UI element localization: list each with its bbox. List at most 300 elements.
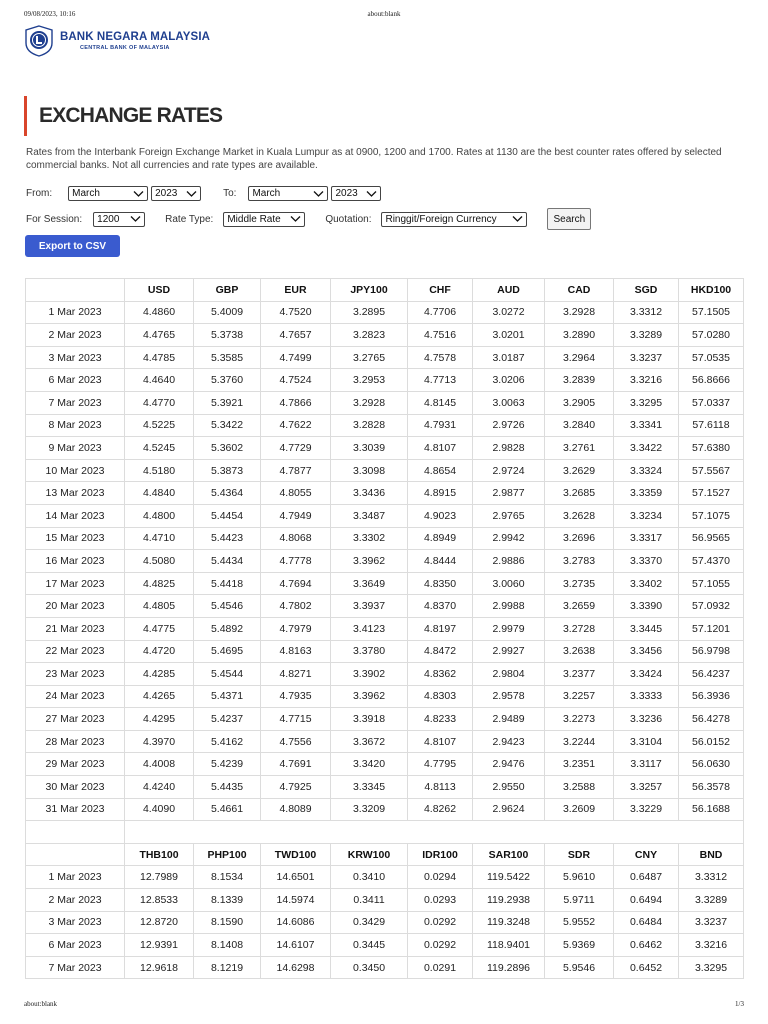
rate-cell: 5.4695: [194, 640, 261, 663]
date-cell: 2 Mar 2023: [26, 889, 125, 912]
print-datetime: 09/08/2023, 10:16: [24, 10, 76, 18]
rate-cell: 3.0063: [473, 391, 545, 414]
to-month-select[interactable]: [248, 186, 328, 201]
table-row: [26, 437, 744, 460]
rate-cell: 5.4454: [194, 504, 261, 527]
rate-cell: 4.8303: [408, 685, 473, 708]
table-spacer-row: [26, 821, 744, 844]
rate-cell: 3.3302: [331, 527, 408, 550]
export-csv-button[interactable]: Export to CSV: [25, 235, 120, 257]
session-value: 1200: [97, 213, 120, 225]
rate-cell: 3.3312: [679, 866, 744, 889]
rate-cell: 4.7802: [261, 595, 331, 618]
column-header: AUD: [473, 279, 545, 302]
rate-cell: 3.3487: [331, 504, 408, 527]
rate-cell: 2.9927: [473, 640, 545, 663]
rate-cell: 4.8107: [408, 437, 473, 460]
column-header: CAD: [545, 279, 614, 302]
rate-cell: 4.7713: [408, 369, 473, 392]
rate-cell: 5.9552: [545, 911, 614, 934]
footer-url: about:blank: [24, 1000, 58, 1008]
rate-cell: 3.0187: [473, 346, 545, 369]
rate-cell: 3.2964: [545, 346, 614, 369]
rate-cell: 14.6107: [261, 934, 331, 957]
rate-cell: 3.2257: [545, 685, 614, 708]
chevron-down-icon: [130, 215, 141, 223]
rate-cell: 5.4892: [194, 617, 261, 640]
table-row: [26, 889, 744, 912]
rate-cell: 3.3295: [679, 956, 744, 979]
rate-cell: 4.8350: [408, 572, 473, 595]
rate-cell: 3.3436: [331, 482, 408, 505]
rate-cell: 3.3039: [331, 437, 408, 460]
rate-cell: 4.4008: [125, 753, 194, 776]
date-cell: 23 Mar 2023: [26, 663, 125, 686]
rate-cell: 4.8113: [408, 776, 473, 799]
rate-cell: 3.2659: [545, 595, 614, 618]
date-range-row: [26, 186, 381, 201]
table-row: [26, 482, 744, 505]
rate-cell: 4.8233: [408, 708, 473, 731]
rate-cell: 4.8472: [408, 640, 473, 663]
chevron-down-icon: [512, 215, 523, 223]
rate-cell: 5.4162: [194, 730, 261, 753]
rate-cell: 57.0337: [679, 391, 744, 414]
rate-cell: 4.7622: [261, 414, 331, 437]
rate-cell: 3.3216: [614, 369, 679, 392]
rate-cell: 4.7979: [261, 617, 331, 640]
to-year-value: 2023: [335, 188, 358, 199]
rate-cell: 3.3937: [331, 595, 408, 618]
date-cell: 30 Mar 2023: [26, 776, 125, 799]
rate-cell: 2.9726: [473, 414, 545, 437]
rate-cell: 12.7989: [125, 866, 194, 889]
session-select[interactable]: [93, 212, 145, 227]
rate-cell: 4.4710: [125, 527, 194, 550]
session-label: For Session:: [26, 213, 83, 225]
rate-cell: 4.7778: [261, 550, 331, 573]
rate-cell: 3.2928: [545, 301, 614, 324]
date-cell: 16 Mar 2023: [26, 550, 125, 573]
rate-cell: 3.3237: [614, 346, 679, 369]
column-header: KRW100: [331, 843, 408, 866]
rate-cell: 3.3216: [679, 934, 744, 957]
rate-cell: 4.8107: [408, 730, 473, 753]
date-cell: 21 Mar 2023: [26, 617, 125, 640]
rate-cell: 8.1534: [194, 866, 261, 889]
column-header: SGD: [614, 279, 679, 302]
rate-cell: 4.5245: [125, 437, 194, 460]
date-cell: 13 Mar 2023: [26, 482, 125, 505]
quotation-value: Ringgit/Foreign Currency: [385, 213, 497, 225]
rate-cell: 3.2953: [331, 369, 408, 392]
rate-cell: 3.2638: [545, 640, 614, 663]
rate-cell: 3.0060: [473, 572, 545, 595]
rate-cell: 4.9023: [408, 504, 473, 527]
rate-cell: 2.9550: [473, 776, 545, 799]
rate-cell: 5.4364: [194, 482, 261, 505]
rate-cell: 4.8145: [408, 391, 473, 414]
rate-cell: 4.7715: [261, 708, 331, 731]
rate-cell: 5.3422: [194, 414, 261, 437]
rate-cell: 4.7935: [261, 685, 331, 708]
rate-cell: 14.6298: [261, 956, 331, 979]
date-cell: 7 Mar 2023: [26, 956, 125, 979]
rate-cell: 3.3237: [679, 911, 744, 934]
column-header: THB100: [125, 843, 194, 866]
rate-cell: 3.2839: [545, 369, 614, 392]
chevron-down-icon: [186, 190, 197, 198]
rate-cell: 5.9369: [545, 934, 614, 957]
rate-cell: 4.4090: [125, 798, 194, 821]
to-month-value: March: [252, 188, 281, 199]
table-header-row: [26, 279, 744, 302]
rate-cell: 3.3424: [614, 663, 679, 686]
rate-cell: 57.1201: [679, 617, 744, 640]
column-header: IDR100: [408, 843, 473, 866]
table-row: [26, 414, 744, 437]
page-title: EXCHANGE RATES: [39, 104, 223, 127]
column-header: CHF: [408, 279, 473, 302]
rate-cell: 12.9391: [125, 934, 194, 957]
rate-cell: 3.2629: [545, 459, 614, 482]
rate-cell: 3.3402: [614, 572, 679, 595]
rate-cell: 4.7657: [261, 324, 331, 347]
rate-cell: 3.2905: [545, 391, 614, 414]
rate-cell: 4.4265: [125, 685, 194, 708]
rate-cell: 12.8720: [125, 911, 194, 934]
rate-cell: 4.8362: [408, 663, 473, 686]
rate-cell: 3.3324: [614, 459, 679, 482]
logo-subtitle: CENTRAL BANK OF MALAYSIA: [80, 44, 170, 51]
table-row: [26, 572, 744, 595]
rate-cell: 3.3370: [614, 550, 679, 573]
rate-cell: 3.3289: [679, 889, 744, 912]
date-cell: 24 Mar 2023: [26, 685, 125, 708]
rate-cell: 3.3117: [614, 753, 679, 776]
column-header: CNY: [614, 843, 679, 866]
rate-cell: 4.7691: [261, 753, 331, 776]
rate-cell: 3.2244: [545, 730, 614, 753]
rate-cell: 4.4640: [125, 369, 194, 392]
rate-cell: 3.2828: [331, 414, 408, 437]
title-block: [24, 96, 222, 136]
rate-cell: 119.2938: [473, 889, 545, 912]
rate-type-select[interactable]: [223, 212, 305, 227]
rate-cell: 57.0932: [679, 595, 744, 618]
rate-cell: 2.9988: [473, 595, 545, 618]
column-header: BND: [679, 843, 744, 866]
rate-cell: 5.4544: [194, 663, 261, 686]
rate-cell: 4.8370: [408, 595, 473, 618]
column-header-date: [26, 843, 125, 866]
rate-cell: 3.2273: [545, 708, 614, 731]
rate-cell: 0.0293: [408, 889, 473, 912]
rate-cell: 119.5422: [473, 866, 545, 889]
rate-cell: 0.0294: [408, 866, 473, 889]
date-cell: 1 Mar 2023: [26, 866, 125, 889]
table-row: [26, 459, 744, 482]
from-label: From:: [26, 188, 53, 199]
table-row: [26, 527, 744, 550]
rate-cell: 3.2351: [545, 753, 614, 776]
rate-cell: 0.3411: [331, 889, 408, 912]
rate-cell: 4.8271: [261, 663, 331, 686]
rate-cell: 2.9828: [473, 437, 545, 460]
rate-cell: 4.8915: [408, 482, 473, 505]
title-accent-bar: [24, 96, 27, 136]
rate-cell: 119.3248: [473, 911, 545, 934]
rate-cell: 3.2609: [545, 798, 614, 821]
rate-cell: 12.8533: [125, 889, 194, 912]
column-header: SAR100: [473, 843, 545, 866]
date-cell: 17 Mar 2023: [26, 572, 125, 595]
rate-cell: 3.3390: [614, 595, 679, 618]
rate-cell: 3.3295: [614, 391, 679, 414]
rate-cell: 3.3341: [614, 414, 679, 437]
column-header: HKD100: [679, 279, 744, 302]
date-cell: 1 Mar 2023: [26, 301, 125, 324]
rate-cell: 3.2840: [545, 414, 614, 437]
rate-cell: 3.2377: [545, 663, 614, 686]
rate-cell: 5.4237: [194, 708, 261, 731]
date-cell: 29 Mar 2023: [26, 753, 125, 776]
table-row: [26, 685, 744, 708]
date-cell: 6 Mar 2023: [26, 369, 125, 392]
rate-cell: 8.1590: [194, 911, 261, 934]
rate-cell: 3.2761: [545, 437, 614, 460]
rate-cell: 57.1055: [679, 572, 744, 595]
rate-cell: 119.2896: [473, 956, 545, 979]
column-header: USD: [125, 279, 194, 302]
rate-cell: 8.1408: [194, 934, 261, 957]
table-row: [26, 776, 744, 799]
rate-cell: 5.3760: [194, 369, 261, 392]
rate-cell: 57.1075: [679, 504, 744, 527]
rate-cell: 4.8262: [408, 798, 473, 821]
rate-cell: 3.4123: [331, 617, 408, 640]
rate-cell: 4.7931: [408, 414, 473, 437]
date-cell: 2 Mar 2023: [26, 324, 125, 347]
rate-cell: 118.9401: [473, 934, 545, 957]
rate-cell: 3.3902: [331, 663, 408, 686]
column-header: EUR: [261, 279, 331, 302]
rate-cell: 3.2895: [331, 301, 408, 324]
date-cell: 20 Mar 2023: [26, 595, 125, 618]
rate-cell: 4.7949: [261, 504, 331, 527]
table-row: [26, 369, 744, 392]
rate-cell: 14.6086: [261, 911, 331, 934]
rate-cell: 4.4805: [125, 595, 194, 618]
to-year-select[interactable]: [331, 186, 381, 201]
rate-cell: 4.3970: [125, 730, 194, 753]
rate-cell: 4.7877: [261, 459, 331, 482]
rate-cell: 4.8444: [408, 550, 473, 573]
rate-cell: 4.7516: [408, 324, 473, 347]
rate-cell: 3.0201: [473, 324, 545, 347]
rate-cell: 56.3936: [679, 685, 744, 708]
rate-cell: 3.3229: [614, 798, 679, 821]
rate-cell: 4.4285: [125, 663, 194, 686]
date-cell: 3 Mar 2023: [26, 346, 125, 369]
bnm-emblem-icon: [24, 25, 54, 57]
rate-cell: 4.4775: [125, 617, 194, 640]
rate-cell: 2.9578: [473, 685, 545, 708]
chevron-down-icon: [313, 190, 324, 198]
rate-cell: 4.4295: [125, 708, 194, 731]
rate-cell: 4.8197: [408, 617, 473, 640]
rate-cell: 3.3345: [331, 776, 408, 799]
rate-cell: 3.2728: [545, 617, 614, 640]
date-cell: 8 Mar 2023: [26, 414, 125, 437]
rate-cell: 2.9476: [473, 753, 545, 776]
rate-cell: 4.4825: [125, 572, 194, 595]
column-header: SDR: [545, 843, 614, 866]
page-number: 1/3: [735, 1000, 744, 1008]
rate-cell: 0.0291: [408, 956, 473, 979]
rate-cell: 4.7694: [261, 572, 331, 595]
rate-cell: 4.5080: [125, 550, 194, 573]
rate-cell: 56.0152: [679, 730, 744, 753]
table-row: [26, 617, 744, 640]
table-row: [26, 391, 744, 414]
rate-cell: 4.7729: [261, 437, 331, 460]
quotation-select[interactable]: [381, 212, 527, 227]
rate-cell: 5.3585: [194, 346, 261, 369]
rate-cell: 8.1219: [194, 956, 261, 979]
exchange-rates-table: [25, 278, 744, 979]
rate-cell: 4.7520: [261, 301, 331, 324]
rate-cell: 5.4435: [194, 776, 261, 799]
rate-cell: 12.9618: [125, 956, 194, 979]
rate-cell: 3.3209: [331, 798, 408, 821]
table-row: [26, 301, 744, 324]
rate-cell: 3.3317: [614, 527, 679, 550]
rate-cell: 4.7524: [261, 369, 331, 392]
table-row: [26, 956, 744, 979]
rate-cell: 14.5974: [261, 889, 331, 912]
rate-cell: 4.7866: [261, 391, 331, 414]
rate-cell: 3.2588: [545, 776, 614, 799]
rate-cell: 3.3445: [614, 617, 679, 640]
table-row: [26, 798, 744, 821]
rate-cell: 0.3445: [331, 934, 408, 957]
rate-cell: 3.2890: [545, 324, 614, 347]
rate-cell: 5.4371: [194, 685, 261, 708]
rate-cell: 5.4009: [194, 301, 261, 324]
rate-cell: 3.2735: [545, 572, 614, 595]
rate-cell: 0.3450: [331, 956, 408, 979]
rate-cell: 0.3429: [331, 911, 408, 934]
rate-cell: 4.4840: [125, 482, 194, 505]
from-year-select[interactable]: [151, 186, 201, 201]
table-row: [26, 753, 744, 776]
rate-cell: 0.6484: [614, 911, 679, 934]
column-header-date: [26, 279, 125, 302]
rate-cell: 57.6380: [679, 437, 744, 460]
rate-cell: 4.5180: [125, 459, 194, 482]
rate-cell: 3.0206: [473, 369, 545, 392]
rate-cell: 5.4661: [194, 798, 261, 821]
logo-title: BANK NEGARA MALAYSIA: [60, 30, 211, 43]
rate-cell: 2.9886: [473, 550, 545, 573]
rate-cell: 5.4418: [194, 572, 261, 595]
date-cell: 7 Mar 2023: [26, 391, 125, 414]
column-header: GBP: [194, 279, 261, 302]
rate-cell: 3.2628: [545, 504, 614, 527]
rate-cell: 57.0280: [679, 324, 744, 347]
rate-cell: 3.3359: [614, 482, 679, 505]
rate-cell: 3.2823: [331, 324, 408, 347]
bnm-logo[interactable]: [24, 24, 210, 58]
rate-cell: 3.3962: [331, 550, 408, 573]
table-row: [26, 595, 744, 618]
rate-type-value: Middle Rate: [227, 213, 281, 225]
date-cell: 9 Mar 2023: [26, 437, 125, 460]
rate-cell: 2.9877: [473, 482, 545, 505]
rate-cell: 3.3234: [614, 504, 679, 527]
intro-text: Rates from the Interbank Foreign Exchange Market in Kuala Lumpur as at 0900, 1200 and 1700. Rates at 1130 are the best counter rates offered by selected commercial banks. Not all currencies and rate types are available.: [26, 147, 722, 171]
from-month-select[interactable]: [68, 186, 148, 201]
rate-cell: 3.3456: [614, 640, 679, 663]
rate-cell: 3.3422: [614, 437, 679, 460]
rate-cell: 4.8068: [261, 527, 331, 550]
rate-cell: 3.3420: [331, 753, 408, 776]
rate-cell: 57.0535: [679, 346, 744, 369]
date-cell: 28 Mar 2023: [26, 730, 125, 753]
table-row: [26, 504, 744, 527]
rate-cell: 3.3312: [614, 301, 679, 324]
rate-cell: 2.9624: [473, 798, 545, 821]
rate-cell: 4.7925: [261, 776, 331, 799]
rate-cell: 3.3104: [614, 730, 679, 753]
rate-cell: 57.5567: [679, 459, 744, 482]
table-row: [26, 324, 744, 347]
print-header: [24, 10, 744, 22]
rate-cell: 3.3649: [331, 572, 408, 595]
search-button[interactable]: Search: [547, 208, 591, 230]
rate-cell: 3.0272: [473, 301, 545, 324]
column-header: JPY100: [331, 279, 408, 302]
column-header: TWD100: [261, 843, 331, 866]
rate-cell: 4.5225: [125, 414, 194, 437]
rate-cell: 5.4434: [194, 550, 261, 573]
rate-cell: 3.3236: [614, 708, 679, 731]
rate-cell: 4.4785: [125, 346, 194, 369]
quotation-label: Quotation:: [325, 213, 372, 225]
rate-cell: 4.8055: [261, 482, 331, 505]
rate-cell: 3.3333: [614, 685, 679, 708]
from-month-value: March: [72, 188, 100, 199]
rate-cell: 5.9546: [545, 956, 614, 979]
date-cell: 22 Mar 2023: [26, 640, 125, 663]
rate-cell: 2.9765: [473, 504, 545, 527]
rate-cell: 2.9489: [473, 708, 545, 731]
rate-cell: 5.3738: [194, 324, 261, 347]
rate-cell: 4.7706: [408, 301, 473, 324]
from-year-value: 2023: [155, 188, 178, 199]
table-row: [26, 640, 744, 663]
rate-cell: 3.2783: [545, 550, 614, 573]
rate-cell: 57.4370: [679, 550, 744, 573]
table-row: [26, 346, 744, 369]
rate-cell: 5.4239: [194, 753, 261, 776]
date-cell: 31 Mar 2023: [26, 798, 125, 821]
rate-cell: 0.6494: [614, 889, 679, 912]
rate-cell: 4.8163: [261, 640, 331, 663]
date-cell: 10 Mar 2023: [26, 459, 125, 482]
rate-cell: 8.1339: [194, 889, 261, 912]
